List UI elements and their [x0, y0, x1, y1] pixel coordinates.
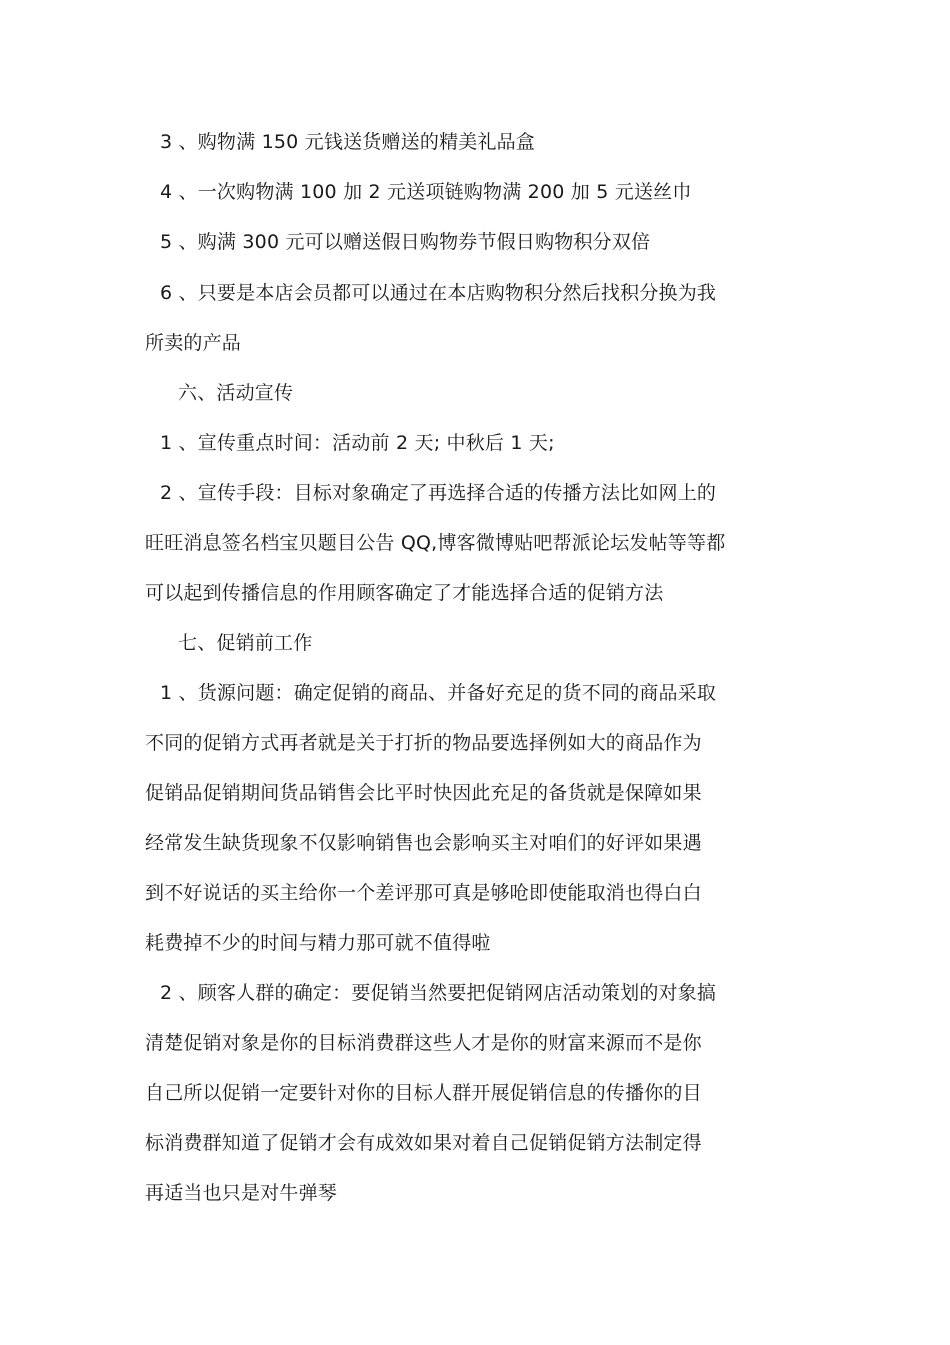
list-item-5: 5 、购满 300 元可以赠送假日购物券节假日购物积分双倍 — [160, 231, 651, 253]
list-item-4: 4 、一次购物满 100 加 2 元送项链购物满 200 加 5 元送丝巾 — [160, 181, 692, 203]
paragraph-line: 所卖的产品 — [145, 332, 242, 354]
paragraph-line: 耗费掉不少的时间与精力那可就不值得啦 — [145, 932, 491, 954]
list-item-2: 2 、顾客人群的确定：要促销当然要把促销网店活动策划的对象搞 — [160, 982, 717, 1004]
paragraph-line: 清楚促销对象是你的目标消费群这些人才是你的财富来源而不是你 — [145, 1032, 702, 1054]
list-item-3: 3 、购物满 150 元钱送货赠送的精美礼品盒 — [160, 131, 536, 153]
paragraph-line: 到不好说话的买主给你一个差评那可真是够呛即使能取消也得白白 — [145, 882, 702, 904]
paragraph-line: 不同的促销方式再者就是关于打折的物品要选择例如大的商品作为 — [145, 732, 702, 754]
paragraph-line: 经常发生缺货现象不仅影响销售也会影响买主对咱们的好评如果遇 — [145, 832, 702, 854]
list-item-1: 1 、宣传重点时间：活动前 2 天; 中秋后 1 天; — [160, 432, 555, 454]
paragraph-line: 旺旺消息签名档宝贝题目公告 QQ,博客微博贴吧帮派论坛发帖等等都 — [145, 532, 726, 554]
paragraph-line: 标消费群知道了促销才会有成效如果对着自己促销促销方法制定得 — [145, 1132, 702, 1154]
paragraph-line: 可以起到传播信息的作用顾客确定了才能选择合适的促销方法 — [145, 582, 664, 604]
section-heading-promotion: 六、活动宣传 — [178, 382, 294, 404]
paragraph-line: 再适当也只是对牛弹琴 — [145, 1182, 338, 1204]
paragraph-line: 促销品促销期间货品销售会比平时快因此充足的备货就是保障如果 — [145, 782, 702, 804]
list-item-6: 6 、只要是本店会员都可以通过在本店购物积分然后找积分换为我 — [160, 282, 717, 304]
list-item-1: 1 、货源问题：确定促销的商品、并备好充足的货不同的商品采取 — [160, 682, 717, 704]
paragraph-line: 自己所以促销一定要针对你的目标人群开展促销信息的传播你的目 — [145, 1082, 702, 1104]
list-item-2: 2 、宣传手段：目标对象确定了再选择合适的传播方法比如网上的 — [160, 482, 717, 504]
section-heading-preparation: 七、促销前工作 — [178, 632, 313, 654]
